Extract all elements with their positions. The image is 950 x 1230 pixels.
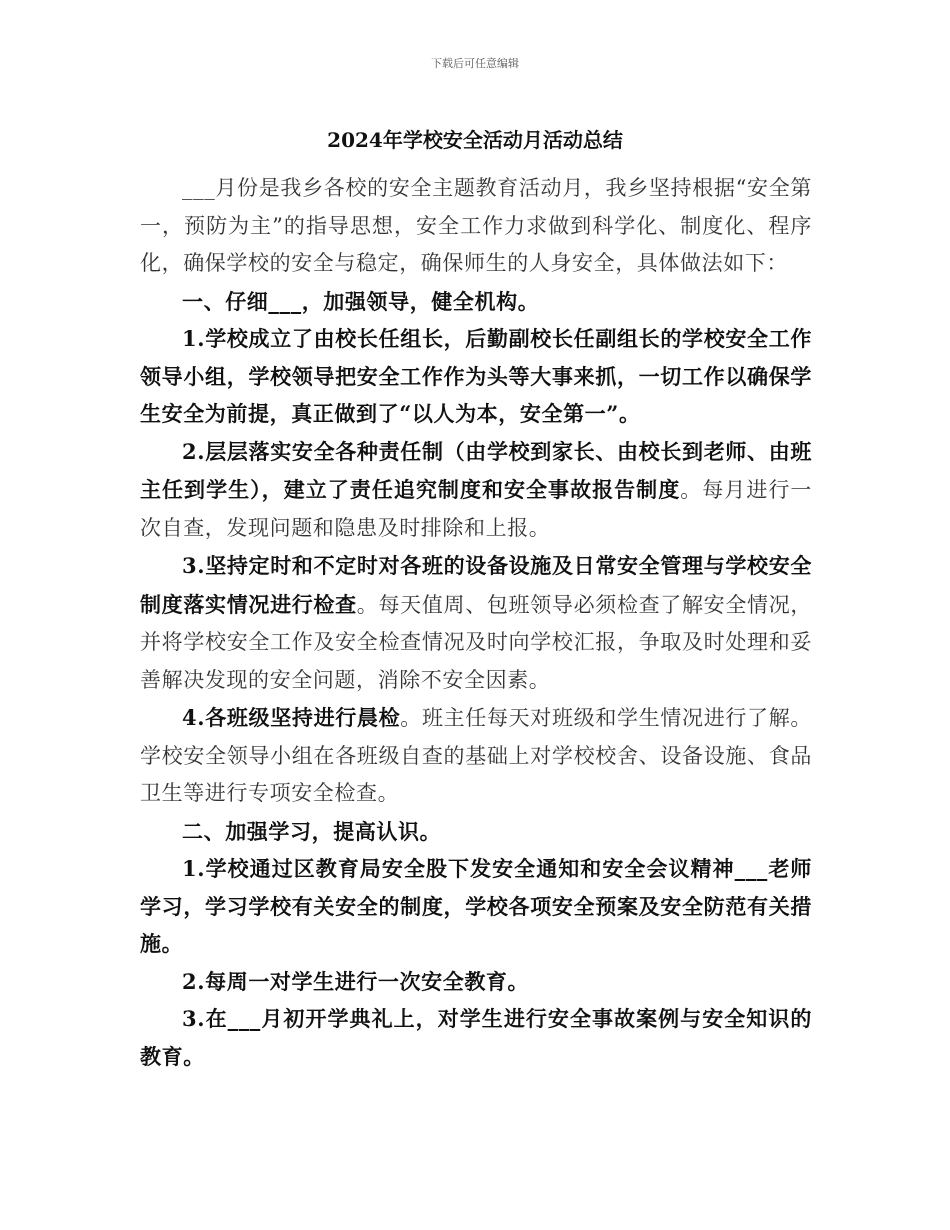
section-1-item-1: 1.学校成立了由校长任组长，后勤副校长任副组长的学校安全工作领导小组，学校领导把安全工作作为头等大事来抓，一切工作以确保学生安全为前提，真正做到了“以人为本，安全第一”。 [140, 326, 812, 426]
section-1-item-4 [140, 699, 812, 813]
section-1-heading: 一、仔细___，加强领导，健全机构。 [182, 288, 540, 314]
header-note: 下载后可任意编辑 [431, 57, 519, 70]
document-title: 2024年学校安全活动月活动总结 [327, 128, 623, 152]
document-body [140, 170, 812, 1075]
section-2-item-1: 1.学校通过区教育局安全股下发安全通知和安全会议精神___老师学习，学习学校有关安全的制度，学校各项安全预案及安全防范有关措施。 [140, 856, 812, 956]
section-1-item-3-rest: 。每天值周、包班领导必须检查了解安全情况，并将学校安全工作及安全检查情况及时向学校汇报，争取及时处理和妥善解决发现的安全问题，消除不安全因素。 [140, 592, 812, 692]
section-1-item-2-rest: 。每月进行一次自查，发现问题和隐患及时排除和上报。 [140, 478, 812, 540]
section-1-item-3-bold: 3.坚持定时和不定时对各班的设备设施及日常安全管理与学校安全制度落实情况进行检查 [140, 553, 812, 617]
section-1-item-2 [140, 433, 812, 548]
section-1-item-2-bold: 2.层层落实安全各种责任制（由学校到家长、由校长到老师、由班主任到学生），建立了责任追究制度和安全事故报告制度 [140, 438, 812, 502]
intro-paragraph: ___月份是我乡各校的安全主题教育活动月，我乡坚持根据“安全第一，预防为主”的指导思想，安全工作力求做到科学化、制度化、程序化，确保学校的安全与稳定，确保师生的人身安全，具体做法如下： [140, 176, 812, 275]
section-1-item-4-bold: 4.各班级坚持进行晨检 [182, 705, 401, 730]
section-1-item-3 [140, 547, 812, 699]
section-1-item-4-rest: 。班主任每天对班级和学生情况进行了解。学校安全领导小组在各班级自查的基础上对学校校舍、设备设施、食品卫生等进行专项安全检查。 [140, 706, 812, 805]
section-2-item-2: 2.每周一对学生进行一次安全教育。 [182, 968, 530, 994]
section-2-item-3: 3.在___月初开学典礼上，对学生进行安全事故案例与安全知识的教育。 [140, 1006, 812, 1069]
section-2-heading: 二、加强学习，提高认识。 [182, 818, 442, 844]
